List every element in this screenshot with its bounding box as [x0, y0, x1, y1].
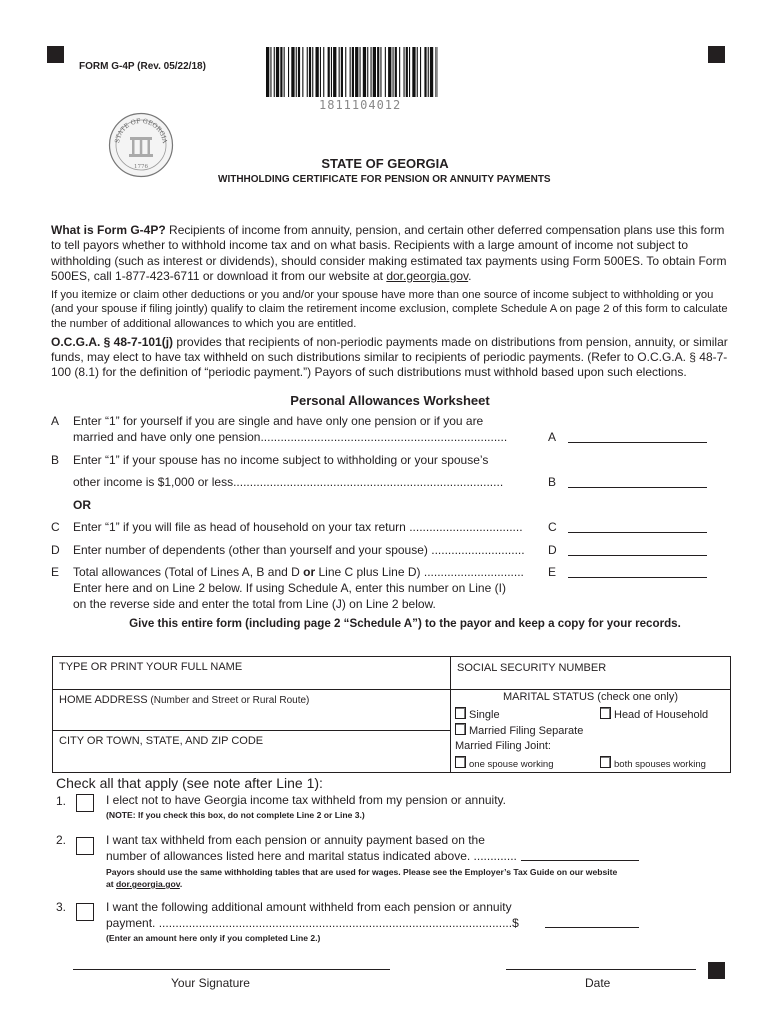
worksheet-line-c [51, 520, 731, 538]
barcode-bar [320, 47, 321, 97]
marital-single[interactable] [455, 707, 500, 721]
barcode-bar [435, 47, 436, 97]
check-item-1 [51, 792, 731, 824]
barcode-bar [420, 47, 421, 97]
barcode-bar [367, 47, 368, 97]
line-end-letter: E [548, 565, 557, 579]
item3-note: (Enter an amount here only if you completed Line 2.) [106, 933, 321, 943]
barcode-bar [309, 47, 311, 97]
barcode-bar [350, 47, 351, 97]
barcode-bar [430, 47, 433, 97]
barcode-bar [266, 47, 269, 97]
barcode-bar [352, 47, 354, 97]
what-is-text: Recipients of income from annuity, pension, and certain other deferred compensation plans use this form to tell payors whether to withhold income tax and on what basis. Recipients with a large amount of income not subject to withholding (such as interest or dividends), should consider making estimated tax payments using Form 500ES. To obtain Form 500ES, call 1-877-423-6711 or download it from our website at [51, 223, 727, 283]
both-spouses-label: both spouses working [614, 759, 706, 770]
barcode-bar [355, 47, 358, 97]
barcode-bars [266, 47, 438, 97]
line-b-entry[interactable] [568, 487, 707, 488]
barcode-bar [409, 47, 410, 97]
item2-note2: at dor.georgia.gov. [106, 879, 183, 889]
line-end-letter: D [548, 543, 557, 557]
barcode-bar [339, 47, 340, 97]
barcode-bar [363, 47, 366, 97]
what-is-paragraph [51, 223, 731, 284]
item1-text: I elect not to have Georgia income tax withheld from my pension or annuity. [106, 793, 506, 807]
barcode-bar [312, 47, 313, 97]
barcode-bar [393, 47, 394, 97]
item1-note: (NOTE: If you check this box, do not complete Line 2 or Line 3.) [106, 810, 365, 820]
one-spouse-label: one spouse working [469, 759, 554, 770]
barcode-bar [316, 47, 319, 97]
marital-head-of-household[interactable] [600, 707, 708, 721]
line-a-text2: married and have only one pension.......................................................................... [73, 430, 508, 444]
line-end-letter: B [548, 475, 557, 489]
barcode-bar [276, 47, 279, 97]
marital-one-spouse[interactable] [455, 756, 554, 770]
line-e-note1: Enter here and on Line 2 below. If using Schedule A, enter this number on Line (I) [73, 581, 506, 595]
no-withholding-checkbox[interactable] [76, 794, 94, 812]
line-a-text1: Enter “1” for yourself if you are single and have only one pension or if you are [73, 414, 484, 428]
barcode-bar [388, 47, 391, 97]
barcode-bar [395, 47, 397, 97]
signature-label: Your Signature [171, 976, 250, 990]
worksheet-or: OR [73, 498, 91, 512]
home-address-label: HOME ADDRESS [59, 694, 148, 706]
line-letter: D [51, 543, 60, 557]
line-d-text: Enter number of dependents (other than yourself and your spouse) ............................ [73, 543, 525, 557]
additional-amount-entry[interactable] [545, 927, 639, 928]
married-joint-label: Married Filing Joint: [455, 740, 551, 752]
head-of-household-label: Head of Household [614, 709, 709, 721]
barcode-bar [323, 47, 324, 97]
date-label: Date [585, 976, 611, 990]
single-checkbox[interactable] [455, 707, 466, 719]
barcode-bar [284, 47, 285, 97]
barcode-number: 1811104012 [319, 98, 402, 112]
barcode-bar [341, 47, 343, 97]
line-letter: B [51, 453, 60, 467]
form-subtitle: WITHHOLDING CERTIFICATE FOR PENSION OR ANNUITY PAYMENTS [218, 174, 551, 185]
barcode-bar [406, 47, 408, 97]
registration-mark-top-right [708, 46, 725, 63]
home-address-hint: (Number and Street or Rural Route) [147, 695, 310, 706]
city-state-zip-field[interactable] [53, 730, 451, 772]
line-b-text1: Enter “1” if your spouse has no income subject to withholding or your spouse’s [73, 453, 489, 467]
barcode-bar [333, 47, 336, 97]
item3-text1: I want the following additional amount withheld from each pension or annuity [106, 900, 512, 914]
marital-both-spouses[interactable] [600, 756, 706, 770]
marital-status-title: MARITAL STATUS (check one only) [502, 691, 679, 703]
full-name-label: TYPE OR PRINT YOUR FULL NAME [59, 661, 243, 673]
line-b-text2: other income is $1,000 or less................................................................................. [73, 475, 504, 489]
item2-website-link[interactable]: dor.georgia.gov [116, 879, 180, 889]
line-e-text: Total allowances (Total of Lines A, B and D or Line C plus Line D) .............................. [73, 565, 524, 579]
marital-status-group [451, 690, 731, 773]
withhold-allowances-checkbox[interactable] [76, 837, 94, 855]
barcode-bar [270, 47, 271, 97]
barcode-bar [307, 47, 308, 97]
give-form-note: Give this entire form (including page 2 “Schedule A”) to the payor and keep a copy for your records. [129, 617, 681, 630]
info-table [52, 656, 731, 773]
worksheet-line-e [51, 565, 731, 613]
itemize-paragraph: If you itemize or claim other deductions or you and/or your spouse have more than one source of income subject to withholding or you (and your spouse if filing jointly) qualify to claim the retirement income exclusion, complete Schedule A on page 2 of this form to calculate the number of additional allowances to which you are entitled. [51, 289, 728, 330]
head-of-household-checkbox[interactable] [600, 707, 611, 719]
intro-section [51, 223, 731, 381]
barcode-bar [380, 47, 381, 97]
home-address-field[interactable] [53, 690, 451, 731]
barcode-bar [371, 47, 372, 97]
ocga-label: O.C.G.A. § 48-7-101(j) [51, 334, 174, 349]
barcode [266, 47, 438, 97]
barcode-bar [298, 47, 300, 97]
line-e-entry[interactable] [568, 577, 707, 578]
barcode-bar [373, 47, 376, 97]
allowances-entry[interactable] [521, 860, 639, 861]
registration-mark-top-left [47, 46, 64, 63]
line-letter: C [51, 520, 60, 534]
barcode-bar [280, 47, 282, 97]
barcode-bar [360, 47, 361, 97]
line-d-entry[interactable] [568, 555, 707, 556]
item-number: 2. [56, 833, 67, 847]
married-separate-label: Married Filing Separate [469, 725, 584, 737]
line-letter: A [51, 414, 60, 428]
ocga-text: provides that recipients of non-periodic payments made on distributions from pension, annuity, or similar funds, may elect to have tax withheld on such distributions similar to recipients of periodic payments. (Refer to O.C.G.A. § 48-7-100 (8.1) for the definition of “periodic payment.”) Payors of such distributions must withhold based upon such elections. [51, 334, 728, 380]
barcode-bar [399, 47, 400, 97]
seal-text: STATE OF GEORGIA [114, 117, 168, 144]
city-state-zip-label: CITY OR TOWN, STATE, AND ZIP CODE [59, 734, 264, 747]
date-line[interactable] [506, 969, 696, 970]
barcode-bar [412, 47, 415, 97]
single-label: Single [469, 709, 500, 721]
barcode-bar [377, 47, 379, 97]
what-is-label: What is Form G-4P? [51, 223, 166, 237]
barcode-bar [296, 47, 297, 97]
barcode-bar [274, 47, 275, 97]
barcode-bar [291, 47, 294, 97]
seal-year: 1776 [134, 164, 148, 170]
additional-amount-checkbox[interactable] [76, 903, 94, 921]
worksheet-line-a [51, 414, 731, 448]
barcode-bar [404, 47, 405, 97]
one-spouse-checkbox[interactable] [455, 756, 466, 768]
ocga-paragraph [51, 335, 731, 381]
item3-text2: payment. ..........................................................................................................$ [106, 916, 519, 930]
barcode-bar [288, 47, 289, 97]
ssn-field[interactable] [451, 657, 731, 690]
signature-line[interactable] [73, 969, 390, 970]
marital-filing-separate[interactable] [455, 723, 583, 737]
barcode-bar [417, 47, 418, 97]
item2-text1: I want tax withheld from each pension or annuity payment based on the [106, 833, 485, 847]
state-title: STATE OF GEORGIA [321, 156, 449, 171]
form-id: FORM G-4P (Rev. 05/22/18) [79, 61, 206, 72]
barcode-bar [428, 47, 429, 97]
line-end-letter: C [548, 520, 557, 534]
line-a-entry[interactable] [568, 442, 707, 443]
line-c-entry[interactable] [568, 532, 707, 533]
both-spouses-checkbox[interactable] [600, 756, 611, 768]
ssn-label: SOCIAL SECURITY NUMBER [457, 662, 607, 674]
full-name-field[interactable] [53, 657, 451, 690]
worksheet-title: Personal Allowances Worksheet [290, 393, 490, 408]
barcode-bar [302, 47, 303, 97]
checks-heading: Check all that apply (see note after Line 1): [56, 775, 323, 791]
item2-text2: number of allowances listed here and marital status indicated above. ............. [106, 849, 517, 863]
barcode-bar [345, 47, 346, 97]
barcode-bar [424, 47, 426, 97]
line-e-note2: on the reverse side and enter the total from Line (J) on Line 2 below. [73, 597, 436, 611]
barcode-bar [385, 47, 386, 97]
barcode-bar [331, 47, 332, 97]
website-link[interactable]: dor.georgia.gov [386, 268, 469, 283]
period: . [468, 268, 472, 283]
item-number: 3. [56, 900, 67, 914]
check-item-2 [51, 833, 731, 893]
worksheet-line-b [51, 453, 731, 493]
registration-mark-bottom-right [708, 962, 725, 979]
line-letter: E [51, 565, 60, 579]
barcode-bar [328, 47, 330, 97]
married-separate-checkbox[interactable] [455, 723, 466, 735]
check-item-3 [51, 899, 731, 947]
line-c-text: Enter “1” if you will file as head of household on your tax return .................................. [73, 520, 523, 534]
line-end-letter: A [548, 430, 557, 444]
item-number: 1. [56, 794, 67, 808]
worksheet-line-d [51, 543, 731, 561]
item2-note1: Payors should use the same withholding tables that are used for wages. Please see the Employer’s Tax Guide on our website [106, 867, 618, 877]
